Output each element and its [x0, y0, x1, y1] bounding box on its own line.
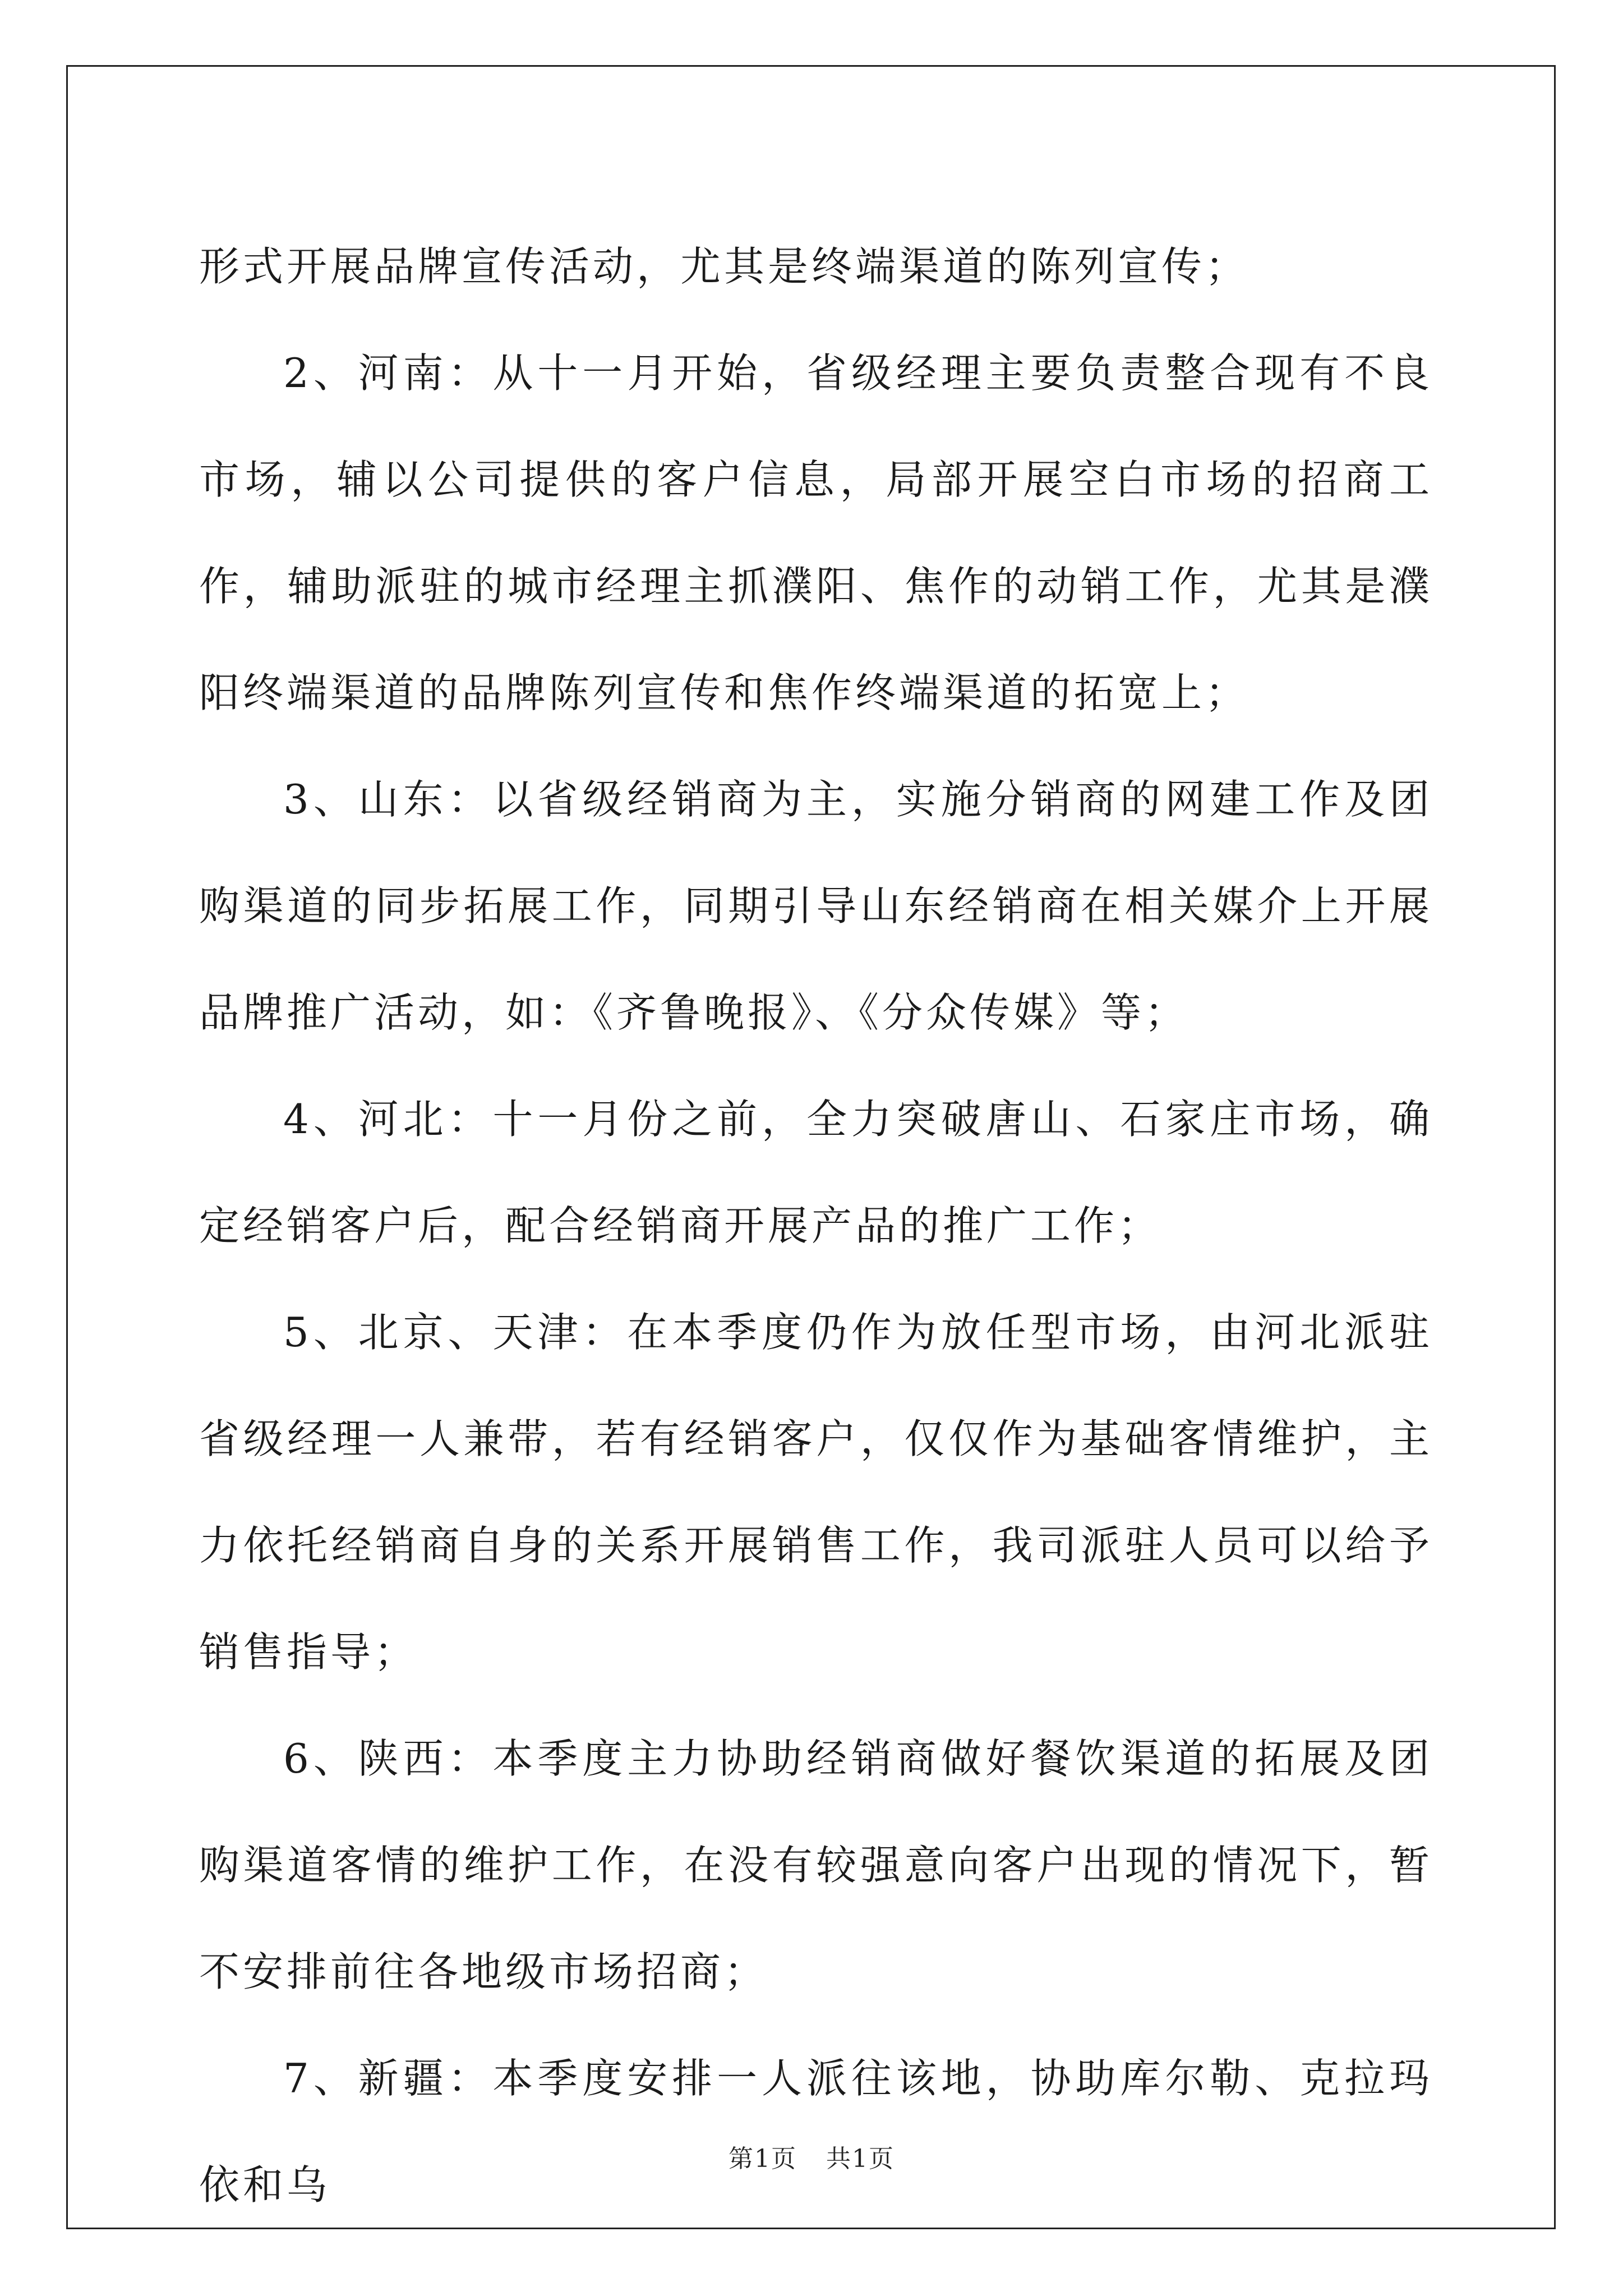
page-number: 第1页 — [728, 2145, 797, 2173]
paragraph-shandong: 3、山东：以省级经销商为主，实施分销商的网建工作及团购渠道的同步拓展工作，同期引导山东经销商在相关媒介上开展品牌推广活动，如：《齐鲁晚报》、《分众传媒》等； — [199, 776, 1433, 1036]
document-body — [199, 213, 1433, 2238]
page-total: 共1页 — [826, 2145, 895, 2173]
paragraph-beijing-tianjin: 5、北京、天津：在本季度仍作为放任型市场，由河北派驻省级经理一人兼带，若有经销客户，仅仅作为基础客情维护，主力依托经销商自身的关系开展销售工作，我司派驻人员可以给予销售指导； — [199, 1309, 1433, 1676]
paragraph-xinjiang: 7、新疆：本季度安排一人派往该地，协助库尔勒、克拉玛依和乌 — [199, 2055, 1433, 2208]
paragraph-continuation: 形式开展品牌宣传活动，尤其是终端渠道的陈列宣传； — [199, 243, 1249, 290]
paragraph-shaanxi: 6、陕西：本季度主力协助经销商做好餐饮渠道的拓展及团购渠道客情的维护工作，在没有较强意向客户出现的情况下，暂不安排前往各地级市场招商； — [199, 1735, 1433, 1995]
paragraph-henan: 2、河南：从十一月开始，省级经理主要负责整合现有不良市场，辅以公司提供的客户信息，局部开展空白市场的招商工作，辅助派驻的城市经理主抓濮阳、焦作的动销工作，尤其是濮阳终端渠道的品牌陈列宣传和焦作终端渠道的拓宽上； — [199, 349, 1433, 716]
page-footer — [0, 2138, 1623, 2174]
paragraph-hebei: 4、河北：十一月份之前，全力突破唐山、石家庄市场，确定经销客户后，配合经销商开展产品的推广工作； — [199, 1096, 1433, 1249]
